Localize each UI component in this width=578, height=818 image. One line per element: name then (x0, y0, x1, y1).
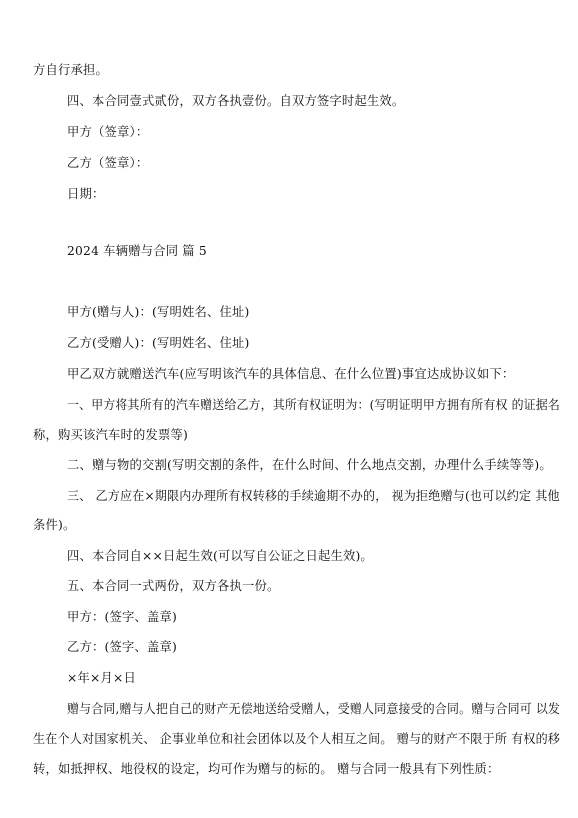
text-line: 甲乙双方就赠送汽车(应写明该汽车的具体信息、在什么位置)事宜达成协议如下： (67, 367, 515, 381)
text-line: 乙方(受赠人)：(写明姓名、住址) (67, 336, 250, 350)
text-line: 三、 乙方应在×期限内办理所有权转移的手续逾期不办的， 视为拒绝赠与(也可以约定 其他 (67, 489, 560, 503)
text-line: 乙方（签章）： (67, 156, 149, 170)
text-line: 二、赠与物的交割(写明交割的条件，在什么时间、什么地点交割，办理什么手续等等)。 (67, 458, 552, 472)
text-line: 五、本合同一式两份，双方各执一份。 (67, 579, 280, 593)
text-line: 四、本合同壹式贰份，双方各执壹份。自双方签字时起生效。 (67, 94, 405, 108)
text-line: 甲方：(签字、盖章) (67, 610, 177, 624)
text-line: 四、本合同自××日起生效(可以写自公证之日起生效)。 (67, 549, 373, 563)
text-line: 生在个人对国家机关、 企事业单位和社会团体以及个人相互之间。 赠与的财产不限于所 有权的移 (33, 732, 561, 746)
text-line: 赠与合同,赠与人把自己的财产无偿地送给受赠人，受赠人同意接受的合同。赠与合同可 以发 (67, 702, 561, 716)
text-line: 甲方(赠与人)：(写明姓名、住址) (67, 305, 250, 319)
text-line: 一、甲方将其所有的汽车赠送给乙方，其所有权证明为：(写明证明甲方拥有所有权 的证据名 (67, 398, 560, 412)
section-title: 2024 车辆赠与合同 篇 5 (67, 244, 207, 258)
text-line: 称，购买该汽车时的发票等) (33, 428, 188, 442)
text-line: 转，如抵押权、地役权的设定，均可作为赠与的标的。 赠与合同一般具有下列性质： (33, 762, 500, 776)
text-line: 方自行承担。 (33, 63, 108, 77)
text-line: 日期： (67, 187, 105, 201)
text-line: 乙方：(签字、盖章) (67, 640, 177, 654)
text-line: 甲方（签章）： (67, 125, 149, 139)
text-line: ×年×月×日 (67, 671, 137, 685)
text-line: 条件)。 (33, 518, 76, 532)
